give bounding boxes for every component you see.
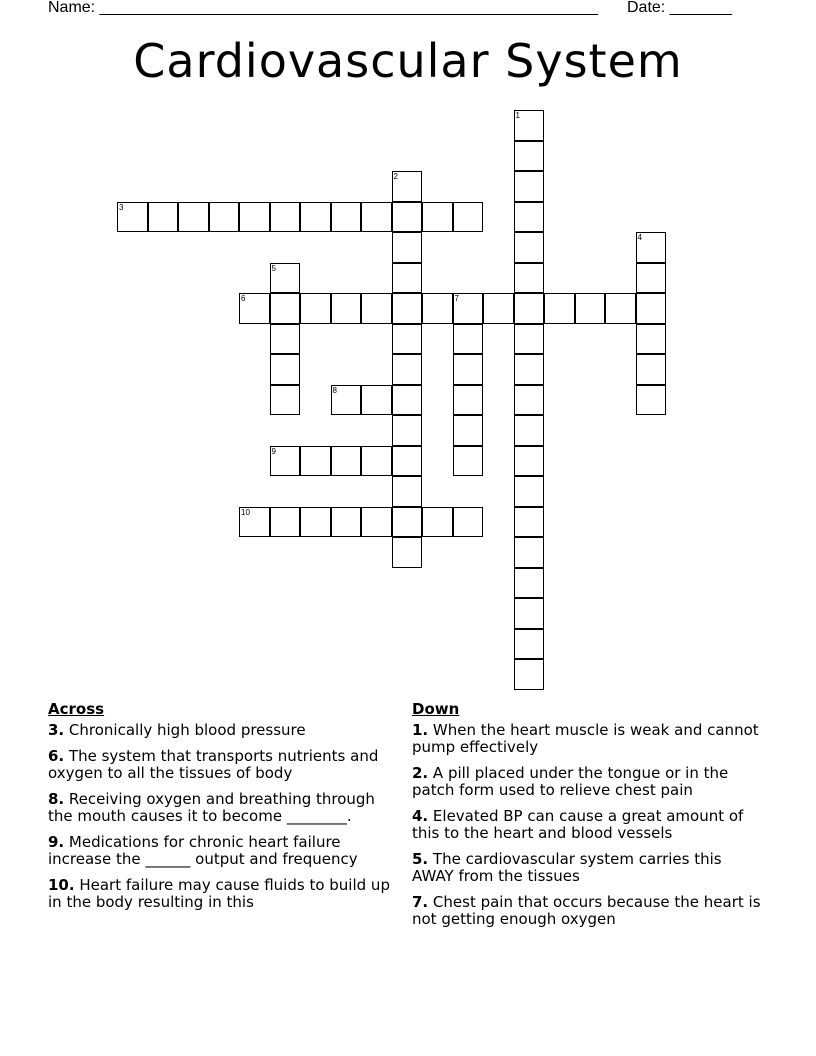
grid-cell[interactable]	[300, 293, 331, 324]
grid-cell[interactable]	[392, 446, 423, 477]
grid-cell[interactable]	[636, 385, 667, 416]
grid-cell[interactable]	[514, 598, 545, 629]
grid-cell[interactable]	[636, 354, 667, 385]
grid-cell[interactable]	[331, 202, 362, 233]
grid-cell[interactable]	[453, 354, 484, 385]
grid-cell[interactable]	[270, 507, 301, 538]
grid-cell[interactable]	[270, 202, 301, 233]
across-clues	[48, 701, 398, 920]
clue-number: 10	[241, 507, 250, 517]
grid-cell[interactable]	[270, 446, 301, 477]
grid-cell[interactable]	[148, 202, 179, 233]
grid-cell[interactable]	[514, 446, 545, 477]
grid-cell[interactable]	[270, 263, 301, 294]
grid-cell[interactable]	[514, 141, 545, 172]
grid-cell[interactable]	[422, 202, 453, 233]
grid-cell[interactable]	[392, 232, 423, 263]
grid-cell[interactable]	[331, 507, 362, 538]
grid-cell[interactable]	[361, 293, 392, 324]
clue-number: 6	[241, 294, 246, 303]
grid-cell[interactable]	[361, 385, 392, 416]
grid-cell[interactable]	[361, 507, 392, 538]
grid-cell[interactable]	[453, 385, 484, 416]
page-title: Cardiovascular System	[133, 34, 683, 88]
grid-cell[interactable]	[514, 324, 545, 355]
grid-cell[interactable]	[453, 415, 484, 446]
grid-cell[interactable]	[453, 446, 484, 477]
clue-number: 1	[515, 111, 520, 120]
across-heading: Across	[48, 700, 105, 718]
name-field-label: Name: ________________________________________________________	[48, 0, 598, 16]
grid-cell[interactable]	[270, 324, 301, 355]
grid-cell[interactable]	[514, 507, 545, 538]
grid-cell[interactable]	[392, 354, 423, 385]
grid-cell[interactable]	[392, 507, 423, 538]
clue-across-8: 8. Receiving oxygen and breathing through the mouth causes it to become ________.	[48, 790, 375, 825]
grid-cell[interactable]	[270, 354, 301, 385]
grid-cell[interactable]	[605, 293, 636, 324]
date-field-label: Date: _______	[627, 0, 732, 16]
clue-number: 9	[271, 446, 276, 456]
grid-cell[interactable]	[483, 293, 514, 324]
grid-cell[interactable]	[422, 293, 453, 324]
clue-across-9: 9. Medications for chronic heart failure increase the ______ output and frequency	[48, 833, 358, 868]
clue-across-6: 6. The system that transports nutrients and oxygen to all the tissues of body	[48, 747, 379, 782]
grid-cell[interactable]	[331, 385, 362, 416]
grid-cell[interactable]	[514, 110, 545, 141]
grid-cell[interactable]	[636, 263, 667, 294]
grid-cell[interactable]	[514, 537, 545, 568]
grid-cell[interactable]	[300, 446, 331, 477]
clue-number: 7	[454, 294, 459, 303]
grid-cell[interactable]	[209, 202, 240, 233]
grid-cell[interactable]	[392, 537, 423, 568]
grid-cell[interactable]	[514, 385, 545, 416]
grid-cell[interactable]	[514, 232, 545, 263]
grid-cell[interactable]	[270, 293, 301, 324]
clue-number: 2	[393, 172, 398, 181]
clue-down-7: 7. Chest pain that occurs because the heart is not getting enough oxygen	[412, 893, 761, 928]
grid-cell[interactable]	[331, 293, 362, 324]
grid-cell[interactable]	[514, 659, 545, 690]
grid-cell[interactable]	[544, 293, 575, 324]
grid-cell[interactable]	[392, 476, 423, 507]
grid-cell[interactable]	[636, 324, 667, 355]
grid-cell[interactable]	[453, 324, 484, 355]
clue-down-1: 1. When the heart muscle is weak and cannot pump effectively	[412, 721, 759, 756]
grid-cell[interactable]	[117, 202, 148, 233]
grid-cell[interactable]	[453, 202, 484, 233]
grid-cell[interactable]	[422, 507, 453, 538]
clue-down-2: 2. A pill placed under the tongue or in the patch form used to relieve chest pain	[412, 764, 729, 799]
grid-cell[interactable]	[514, 415, 545, 446]
grid-cell[interactable]	[392, 202, 423, 233]
grid-cell[interactable]	[300, 202, 331, 233]
grid-cell[interactable]	[392, 263, 423, 294]
clue-number: 4	[637, 233, 642, 242]
grid-cell[interactable]	[331, 446, 362, 477]
grid-cell[interactable]	[392, 171, 423, 202]
grid-cell[interactable]	[514, 476, 545, 507]
grid-cell[interactable]	[453, 507, 484, 538]
grid-cell[interactable]	[575, 293, 606, 324]
clue-number: 3	[119, 202, 124, 212]
grid-cell[interactable]	[514, 568, 545, 599]
grid-cell[interactable]	[392, 385, 423, 416]
grid-cell[interactable]	[361, 446, 392, 477]
grid-cell[interactable]	[392, 324, 423, 355]
grid-cell[interactable]	[361, 202, 392, 233]
clue-across-3: 3. Chronically high blood pressure	[48, 721, 306, 739]
grid-cell[interactable]	[514, 202, 545, 233]
clue-down-4: 4. Elevated BP can cause a great amount of this to the heart and blood vessels	[412, 807, 744, 842]
grid-cell[interactable]	[514, 354, 545, 385]
clue-down-5: 5. The cardiovascular system carries this AWAY from the tissues	[412, 850, 722, 885]
grid-cell[interactable]	[270, 385, 301, 416]
grid-cell[interactable]	[239, 202, 270, 233]
clue-number: 8	[332, 385, 337, 395]
down-clues	[412, 701, 762, 937]
clue-across-10: 10. Heart failure may cause fluids to build up in the body resulting in this	[48, 876, 390, 911]
grid-cell[interactable]	[239, 293, 270, 324]
grid-cell[interactable]	[514, 263, 545, 294]
grid-cell[interactable]	[392, 415, 423, 446]
grid-cell[interactable]	[239, 507, 270, 538]
grid-cell[interactable]	[392, 293, 423, 324]
grid-cell[interactable]	[178, 202, 209, 233]
grid-cell[interactable]	[300, 507, 331, 538]
grid-cell[interactable]	[514, 171, 545, 202]
down-heading: Down	[412, 700, 460, 718]
clue-number: 5	[271, 263, 276, 273]
grid-cell[interactable]	[514, 629, 545, 660]
grid-cell[interactable]	[636, 232, 667, 263]
grid-cell[interactable]	[636, 293, 667, 324]
grid-cell[interactable]	[453, 293, 484, 324]
grid-cell[interactable]	[514, 293, 545, 324]
